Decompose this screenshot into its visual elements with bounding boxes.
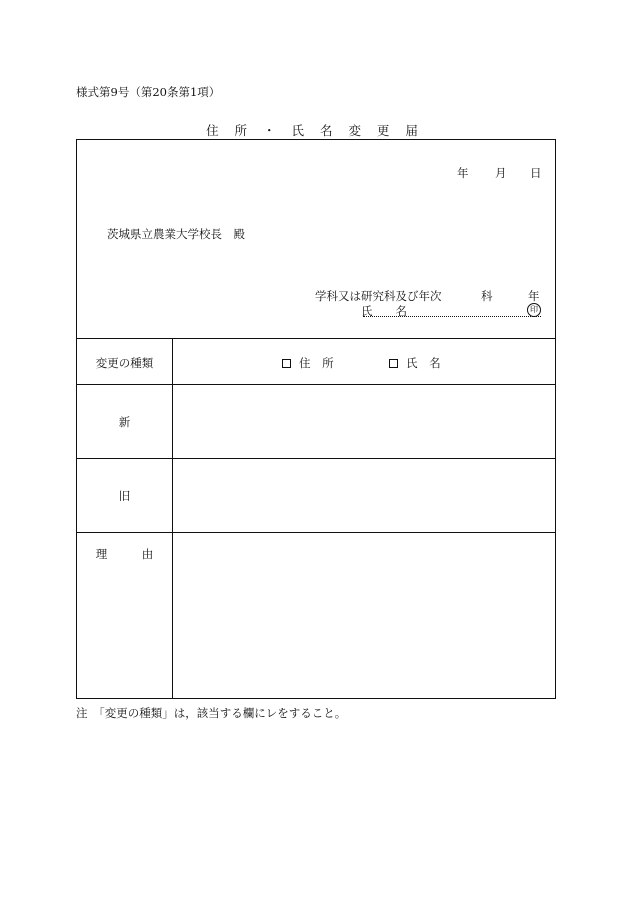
reason-label: 理 由 (95, 547, 154, 561)
form-number: 様式第9号（第20条第1項） (76, 85, 221, 99)
change-type-label: 変更の種類 (95, 356, 154, 370)
old-value-field[interactable] (173, 459, 555, 532)
applicant-name-label: 氏 名 (361, 304, 407, 318)
year-unit-label: 年 (528, 289, 540, 303)
checkbox-name-label: 氏 名 (406, 356, 445, 370)
form-title: 住 所 ・ 氏 名 変 更 届 (206, 123, 424, 138)
form-frame (76, 139, 556, 699)
date-year-label: 年 (457, 166, 469, 180)
checkbox-icon[interactable] (389, 359, 398, 368)
new-value-field[interactable] (173, 385, 555, 458)
date-month-label: 月 (495, 166, 507, 180)
divider-header (77, 338, 555, 339)
addressee: 茨城県立農業大学校長 殿 (107, 227, 245, 241)
name-signature-line[interactable] (363, 316, 541, 317)
checkbox-name[interactable] (389, 355, 445, 371)
seal-mark: 印 (527, 303, 541, 317)
footnote: 注 「変更の種類」は，該当する欄にレをすること。 (76, 706, 347, 720)
checkbox-icon[interactable] (282, 359, 291, 368)
date-day-label: 日 (530, 166, 542, 180)
checkbox-address[interactable] (282, 355, 338, 371)
old-label: 旧 (118, 489, 131, 503)
reason-field[interactable] (173, 533, 555, 698)
new-label: 新 (118, 415, 131, 429)
department-unit-label: 科 (481, 289, 493, 303)
checkbox-address-label: 住 所 (299, 356, 338, 370)
department-label: 学科又は研究科及び年次 (315, 289, 442, 303)
